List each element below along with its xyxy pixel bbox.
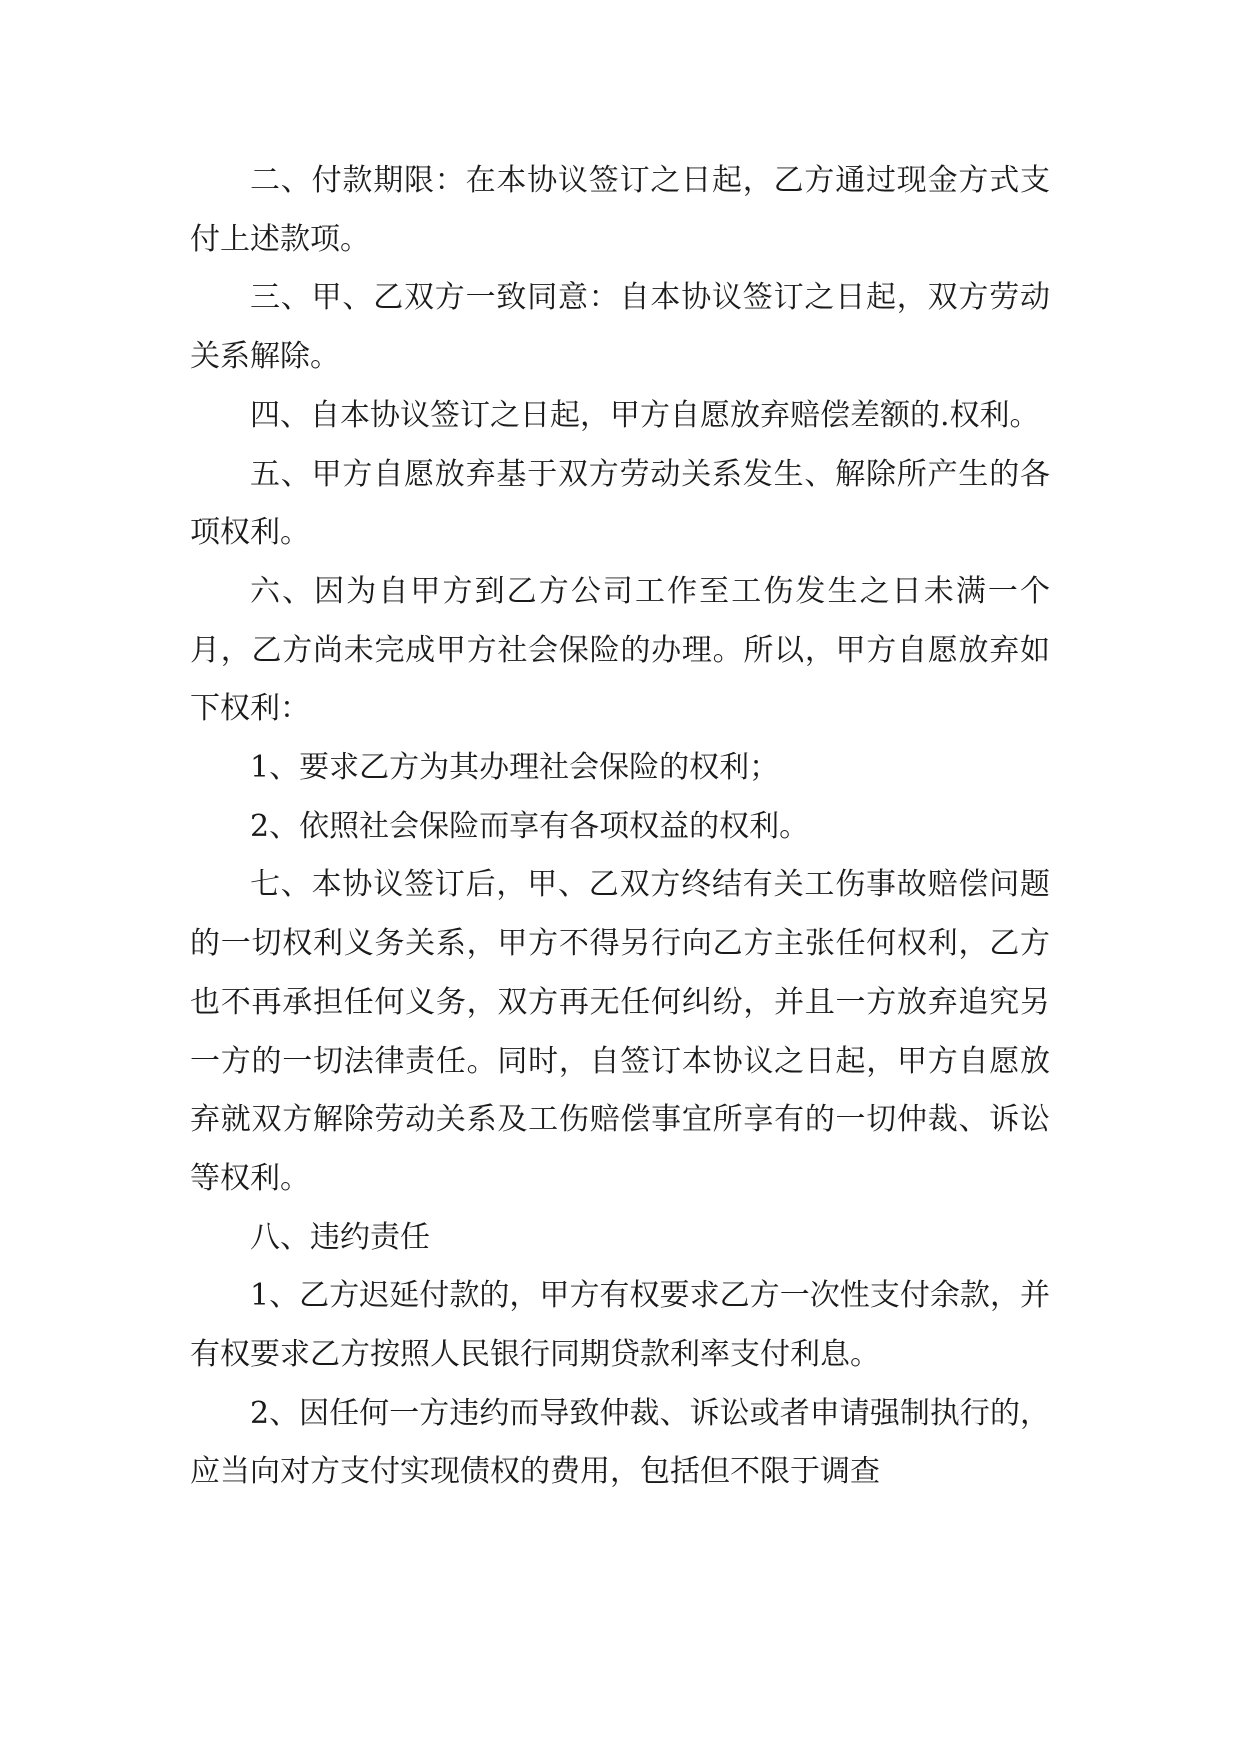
- list-item: 2、依照社会保险而享有各项权益的权利。: [250, 808, 810, 844]
- document-page: [190, 152, 1050, 1502]
- paragraph-waive-difference: 四、自本协议签订之日起，甲方自愿放弃赔偿差额的.权利。: [250, 397, 1040, 433]
- paragraph-payment-term: 二、付款期限：在本协议签订之日起，乙方通过现金方式支付上述款项。: [190, 163, 1050, 257]
- paragraph-settlement: 七、本协议签订后，甲、乙双方终结有关工伤事故赔偿问题的一切权利义务关系，甲方不得另行向乙方主张任何权利，乙方也不再承担任何义务，双方再无任何纠纷，并且一方放弃追究另一方的一切法律责任。同时，自签订本协议之日起，甲方自愿放弃就双方解除劳动关系及工伤赔偿事宜所享有的一切仲裁、诉讼等权利。: [190, 867, 1050, 1196]
- paragraph-social-insurance: 六、因为自甲方到乙方公司工作至工伤发生之日未满一个月，乙方尚未完成甲方社会保险的办理。所以，甲方自愿放弃如下权利：: [190, 573, 1050, 727]
- list-item: 2、因任何一方违约而导致仲裁、诉讼或者申请强制执行的，应当向对方支付实现债权的费用，包括但不限于调查: [190, 1395, 1050, 1490]
- paragraph-waive-rights: 五、甲方自愿放弃基于双方劳动关系发生、解除所产生的各项权利。: [190, 456, 1050, 551]
- section-heading-breach: 八、违约责任: [250, 1219, 430, 1255]
- paragraph-termination: 三、甲、乙双方一致同意：自本协议签订之日起，双方劳动关系解除。: [190, 280, 1050, 375]
- list-item: 1、乙方迟延付款的，甲方有权要求乙方一次性支付余款，并有权要求乙方按照人民银行同期贷款利率支付利息。: [190, 1278, 1050, 1373]
- list-item: 1、要求乙方为其办理社会保险的权利；: [250, 750, 780, 786]
